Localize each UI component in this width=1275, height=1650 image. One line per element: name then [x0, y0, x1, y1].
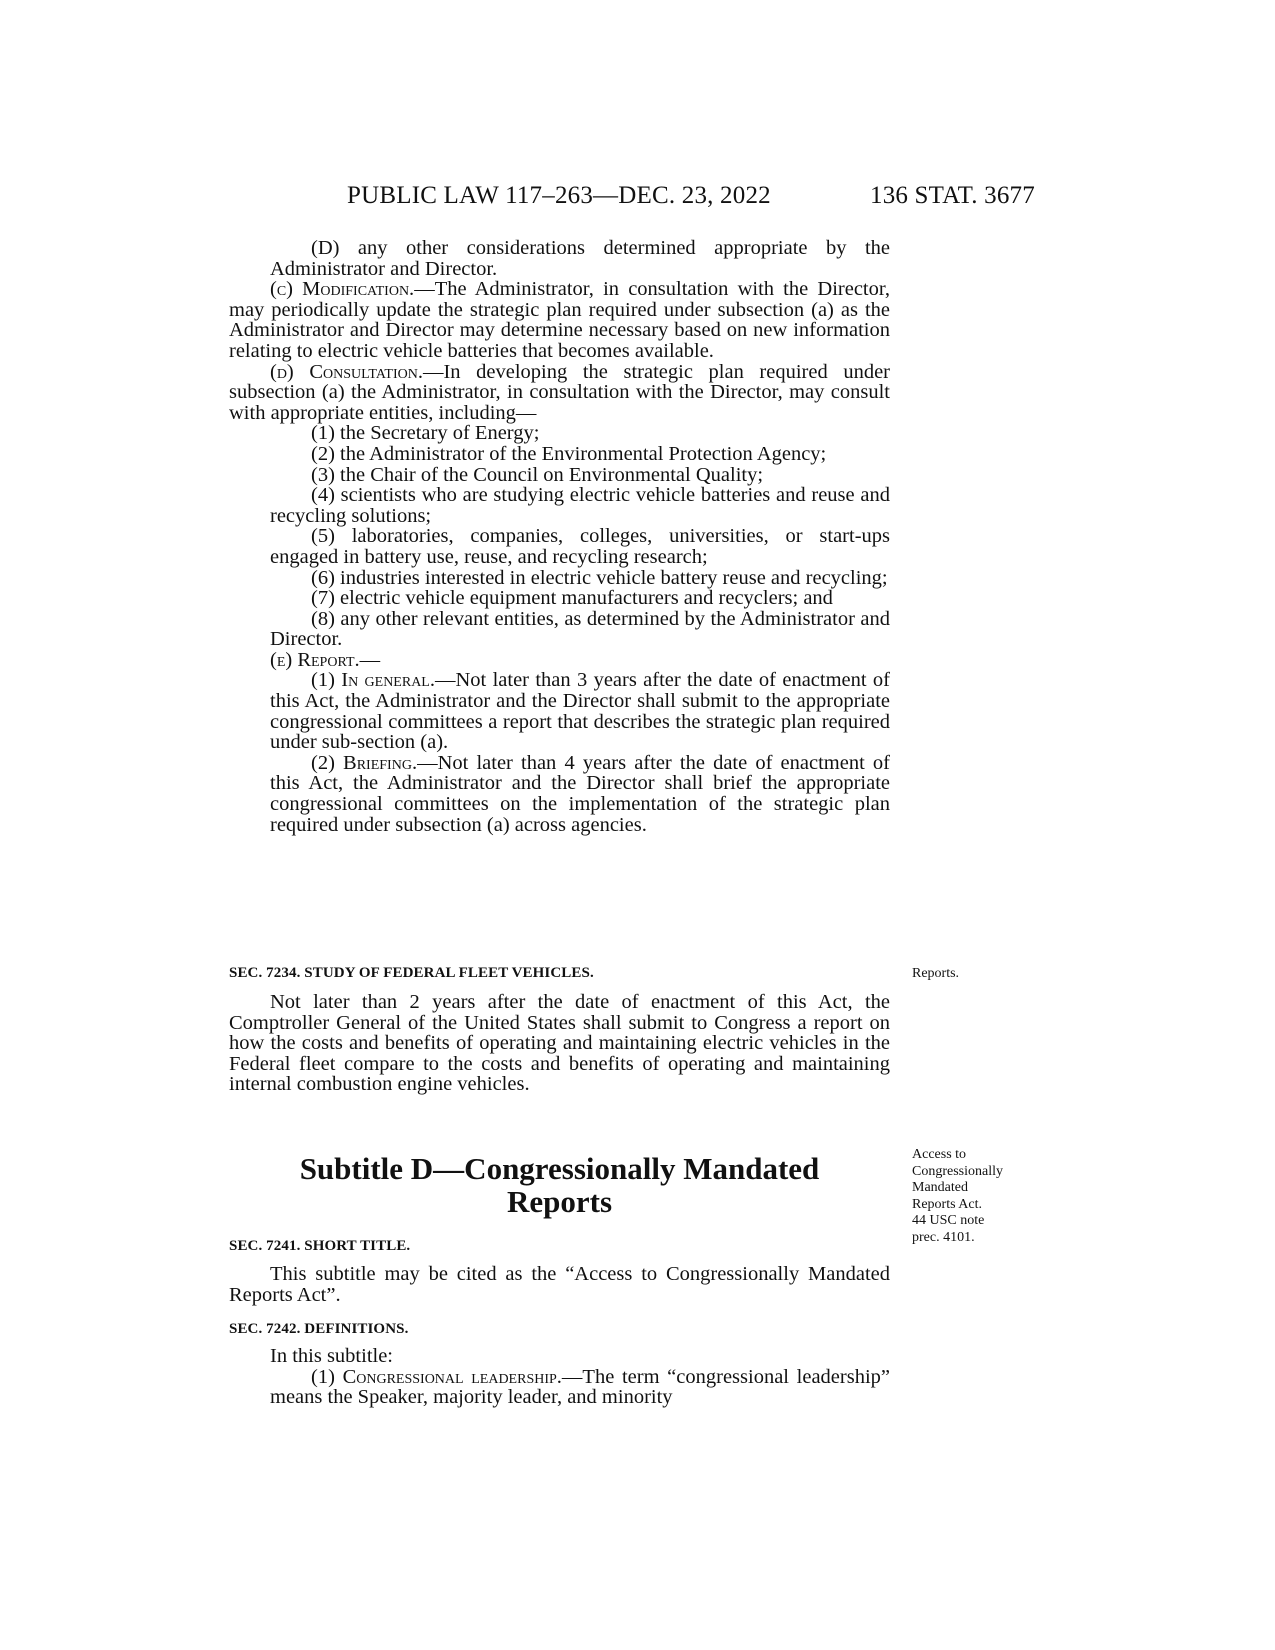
paragraph-text: —In developing the strategic plan required under subsection (a) the Administrator, in consultation with the Director, may consult with appropriate entities, including— [229, 360, 891, 424]
subtitle-line: Reports [506, 1184, 613, 1219]
list-item: (5) laboratories, companies, colleges, universities, or start-ups engaged in battery use, reuse, and recycling research; [270, 525, 890, 568]
section-heading-7234: SEC. 7234. STUDY OF FEDERAL FLEET VEHICLES. [229, 965, 594, 981]
list-item: (4) scientists who are studying electric vehicle batteries and reuse and recycling solutions; [270, 484, 890, 527]
subtitle-line: Subtitle D—Congressionally Mandated [299, 1151, 820, 1186]
paragraph-label: (c) Modification. [270, 278, 415, 301]
paragraph-text: Not later than 2 years after the date of enactment of this Act, the Comptroller General of the United States shall submit to Congress a report on how the costs and benefits of operating and maintaining electric vehicles in the Federal fleet compare to the costs and benefits of operating and maintaining internal combustion engine vehicles. [229, 991, 890, 1096]
running-header-title: PUBLIC LAW 117–263—DEC. 23, 2022 [347, 182, 771, 209]
paragraph-label: Congressional leadership. [342, 1365, 562, 1388]
paragraph-label: In general. [341, 669, 435, 692]
list-item: (8) any other relevant entities, as determined by the Administrator and Director. [270, 607, 890, 651]
list-item: (7) electric vehicle equipment manufacturers and recyclers; and [311, 587, 833, 610]
margin-note-act-citation: Access to Congressionally Mandated Reports Act. 44 USC note prec. 4101. [912, 1147, 1003, 1245]
paragraph-text: —Not later than 4 years after the date of enactment of this Act, the Administrator and the Director shall brief the appropriate congressional committees on the implementation of the strategic plan required under subsection (a) across agencies. [270, 751, 890, 836]
section-7233-continuation [229, 238, 890, 835]
paragraph-label: (d) Consultation. [270, 360, 423, 383]
paragraph-text: This subtitle may be cited as the “Access to Congressionally Mandated Reports Act”. [229, 1263, 890, 1306]
paragraph-text: —The term “congressional leadership” means the Speaker, majority leader, and minority [270, 1365, 890, 1409]
paragraph-modification [229, 279, 890, 361]
subtitle-heading [229, 1152, 890, 1218]
margin-note-reports: Reports. [912, 966, 960, 981]
list-item: (3) the Chair of the Council on Environmental Quality; [311, 463, 764, 486]
paragraph-consultation [229, 362, 890, 424]
list-item: (1) the Secretary of Energy; [311, 422, 540, 445]
paragraph-label: Briefing. [343, 751, 418, 774]
section-heading-7241: SEC. 7241. SHORT TITLE. [229, 1238, 411, 1254]
section-heading-7242: SEC. 7242. DEFINITIONS. [229, 1321, 409, 1337]
section-7242-body [229, 1346, 890, 1408]
paragraph-congressional-leadership: (1) Congressional leadership.—The term “congressional leadership” means the Speaker, majority leader, and minority [270, 1365, 890, 1409]
paragraph-text: In this subtitle: [270, 1345, 393, 1367]
list-item: (2) the Administrator of the Environmental Protection Agency; [311, 442, 827, 465]
list-item: (6) industries interested in electric vehicle battery reuse and recycling; [311, 566, 888, 589]
section-7241-body [229, 1264, 890, 1305]
running-header-page-number: 136 STAT. 3677 [870, 182, 1035, 209]
paragraph-report: (e) Report.— [270, 648, 381, 671]
paragraph-text: —Not later than 3 years after the date of enactment of this Act, the Administrator and the Director shall submit to the appropriate congressional committees a report that describes the strategic plan required under sub-section (a). [270, 669, 890, 754]
paragraph-label: (e) Report. [270, 648, 360, 671]
paragraph-text: —The Administrator, in consultation with the Director, may periodically update the strategic plan required under subsection (a) as the Administrator and Director may determine necessary based on new information relating to electric vehicle batteries that becomes available. [229, 278, 890, 362]
list-item: (D) any other considerations determined appropriate by the Administrator and Director. [270, 237, 890, 280]
section-7234-body [229, 992, 890, 1095]
paragraph-report-in-general: (1) In general.—Not later than 3 years after the date of enactment of this Act, the Administrator and the Director shall submit to the appropriate congressional committees a report that describes the strategic plan required under sub-section (a). [270, 669, 890, 754]
paragraph-report-briefing: (2) Briefing.—Not later than 4 years after the date of enactment of this Act, the Administrator and the Director shall brief the appropriate congressional committees on the implementation of the strategic plan required under subsection (a) across agencies. [270, 751, 890, 836]
